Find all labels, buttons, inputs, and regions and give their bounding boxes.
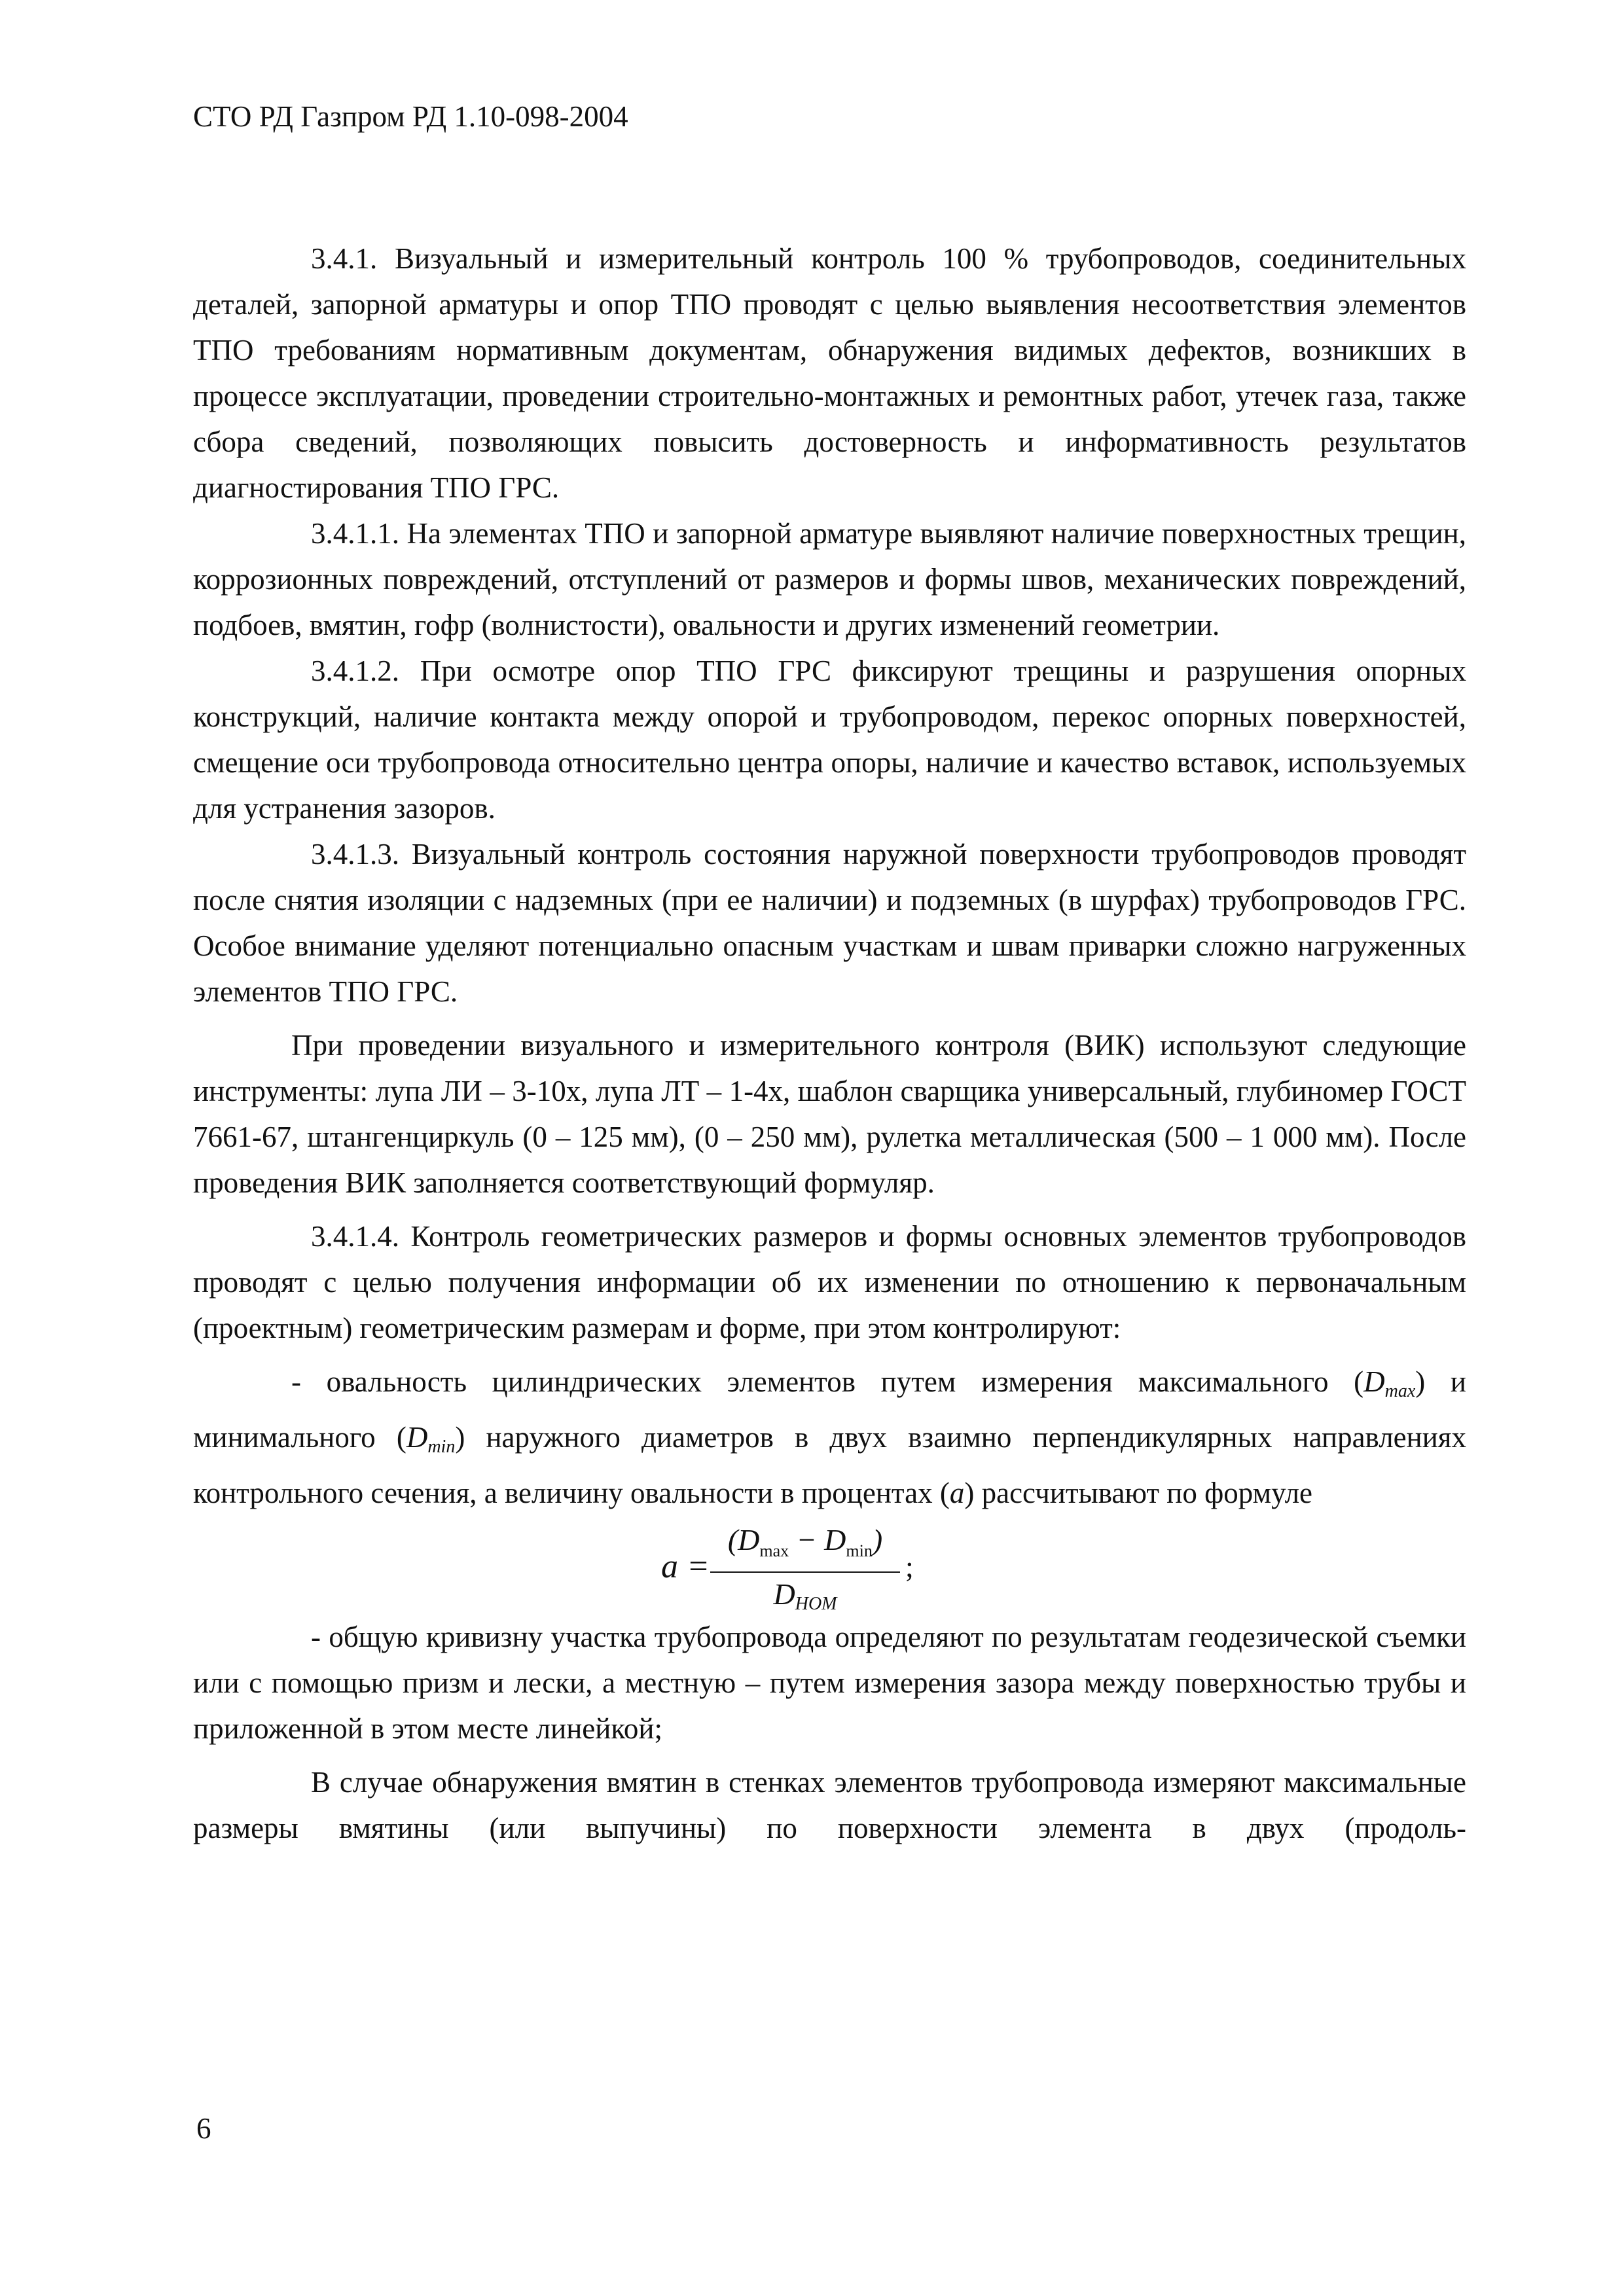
formula-fraction [710, 1521, 900, 1623]
paragraph-dents: В случае обнаружения вмятин в стенках элементов трубопровода измеряют максимальные размеры вмятины (или выпучины) по поверхности элемента в двух (продоль- [193, 1766, 1466, 1844]
formula-denominator: $D_{НОМ}$ [773, 1577, 837, 1614]
page-number: 6 [196, 2112, 211, 2145]
paragraph-3-4-1-3: 3.4.1.3. Визуальный контроль состояния наружной поверхности трубопроводов проводят после снятия изоляции с надземных (при ее наличии) и подземных (в шурфах) трубопроводов ГРС. Особое внимание уделяют потенциально опасным участкам и швам приварки сложно нагруженных элементов ТПО ГРС. [193, 838, 1466, 1008]
var-dmin: $D_{min}$ [406, 1421, 456, 1457]
document-body [193, 236, 1466, 1851]
paragraph-curvature: - общую кривизну участка трубопровода определяют по результатам геодезической съемки или с помощью призм и лески, а местную – путем измерения зазора между поверхностью трубы и приложенной в этом месте линейкой; [193, 1621, 1466, 1745]
paragraph-3-4-1-4: 3.4.1.4. Контроль геометрических размеров и формы основных элементов трубопроводов проводят с целью получения информации об их изменении по отношению к первоначальным (проектным) геометрическим размерам и форме, при этом контролируют: [193, 1220, 1466, 1344]
formula-fraction-bar [710, 1571, 900, 1573]
formula-lhs: a = [661, 1548, 710, 1585]
formula-semicolon: ; [905, 1550, 914, 1583]
document-code-header: СТО РД Газпром РД 1.10-098-2004 [193, 100, 628, 133]
paragraph-vik-instruments: При проведении визуального и измерительного контроля (ВИК) используют следующие инструменты: лупа ЛИ – 3-10х, лупа ЛТ – 1-4х, шаблон сварщика универсальный, глубиномер ГОСТ 7661-67, штангенциркуль (0 – 125 мм), (0 – 250 мм), рулетка металлическая (500 – 1 000 мм). После проведения ВИК заполняется соответствующий формуляр. [193, 1029, 1466, 1199]
paragraph-3-4-1-2: 3.4.1.2. При осмотре опор ТПО ГРС фиксируют трещины и разрушения опорных конструкций, наличие контакта между опорой и трубопроводом, перекос опорных поверхностей, смещение оси трубопровода относительно центра опоры, наличие и качество вставок, используемых для устранения зазоров. [193, 655, 1466, 825]
paragraph-3-4-1: 3.4.1. Визуальный и измерительный контроль 100 % трубопроводов, соединительных деталей, запорной арматуры и опор ТПО проводят с целью выявления несоответствия элементов ТПО требованиям нормативным документам, обнаружения видимых дефектов, возникших в процессе эксплуатации, проведении строительно-монтажных и ремонтных работ, утечек газа, также сбора сведений, позволяющих повысить достоверность и информативность результатов диагностирования ТПО ГРС. [193, 242, 1466, 504]
ovality-formula [193, 1516, 1466, 1614]
var-dmax: $D_{max}$ [1363, 1365, 1416, 1401]
var-a: a [949, 1477, 965, 1509]
paragraph-ovality: - овальность цилиндрических элементов путем измерения максимального $(D_{max})$ и минимального $(D_{min})$ наружного диаметров в двух взаимно перпендикулярных направлениях контрольного сечения, а величину овальности в процентах (a) рассчитывают по формуле [193, 1365, 1466, 1509]
paragraph-3-4-1-1: 3.4.1.1. На элементах ТПО и запорной арматуре выявляют наличие поверхностных трещин, коррозионных повреждений, отступлений от размеров и формы швов, механических повреждений, подбоев, вмятин, гофр (волнистости), овальности и других изменений геометрии. [193, 517, 1466, 641]
formula-numerator: $(D_{max} - D_{min})$ [727, 1523, 883, 1560]
